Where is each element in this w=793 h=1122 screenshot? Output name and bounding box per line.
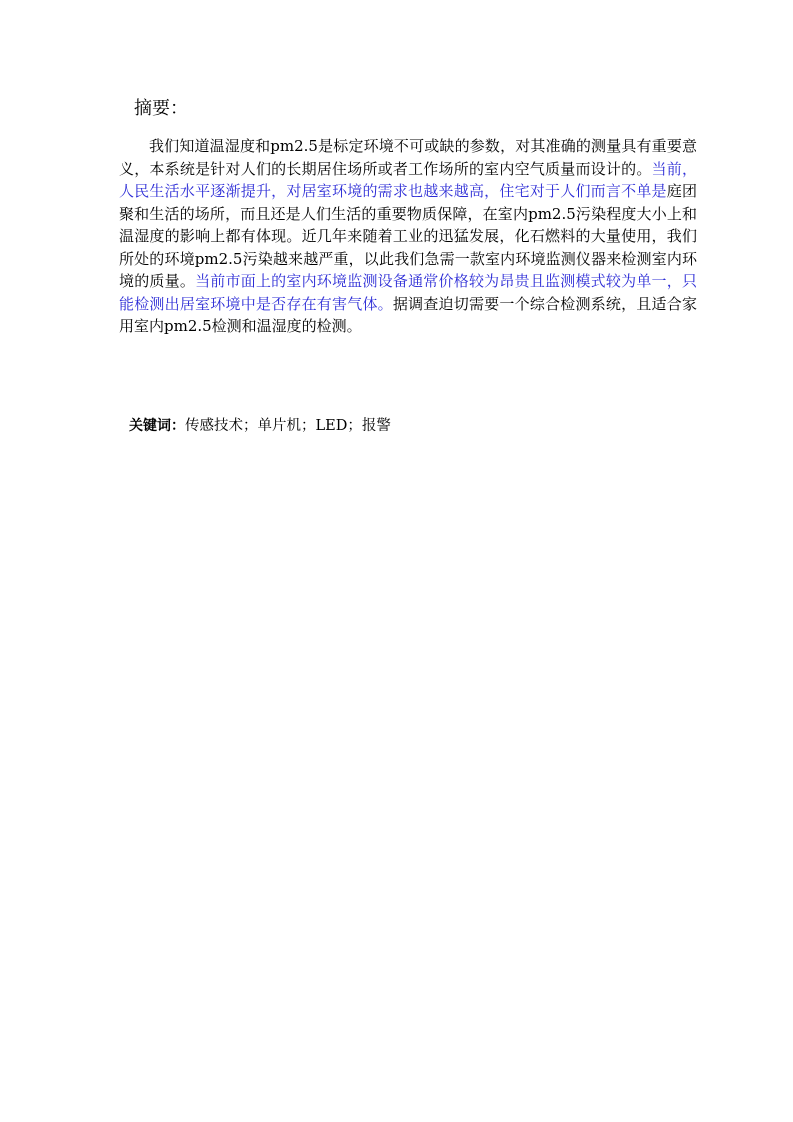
keywords-line	[129, 414, 391, 435]
keywords-label: 关键词：	[129, 418, 185, 434]
abstract-segment-5: 据调查迫切需要一个综合检测系统，且适合家用室内pm2.5检测和温湿度的检测。	[119, 294, 697, 335]
abstract-segment-4-highlighted: 当前市面上的室内环境监测设备通常价格较为昂贵且监测模式较为单一，只能检测出居室环境中是否存在有害气体。	[119, 272, 697, 313]
abstract-paragraph	[119, 135, 697, 338]
abstract-heading: 摘要：	[134, 98, 188, 119]
abstract-segment-3: 庭团聚和生活的场所，而且还是人们生活的重要物质保障，在室内pm2.5污染程度大小上和温湿度的影响上都有体现。近几年来随着工业的迅猛发展，化石燃料的大量使用，我们所处的环境pm2.5污染越来越严重，以此我们急需一款室内环境监测仪器来检测室内环境的质量。	[119, 182, 697, 290]
abstract-segment-1: 我们知道温湿度和pm2.5是标定环境不可或缺的参数，对其准确的测量具有重要意义，本系统是针对人们的长期居住场所或者工作场所的室内空气质量而设计的。	[119, 137, 697, 178]
abstract-segment-2-highlighted: 当前，人民生活水平逐渐提升，对居室环境的需求也越来越高，住宅对于人们而言不单是	[119, 159, 697, 200]
keywords-value: 传感技术；单片机；LED；报警	[185, 418, 391, 434]
